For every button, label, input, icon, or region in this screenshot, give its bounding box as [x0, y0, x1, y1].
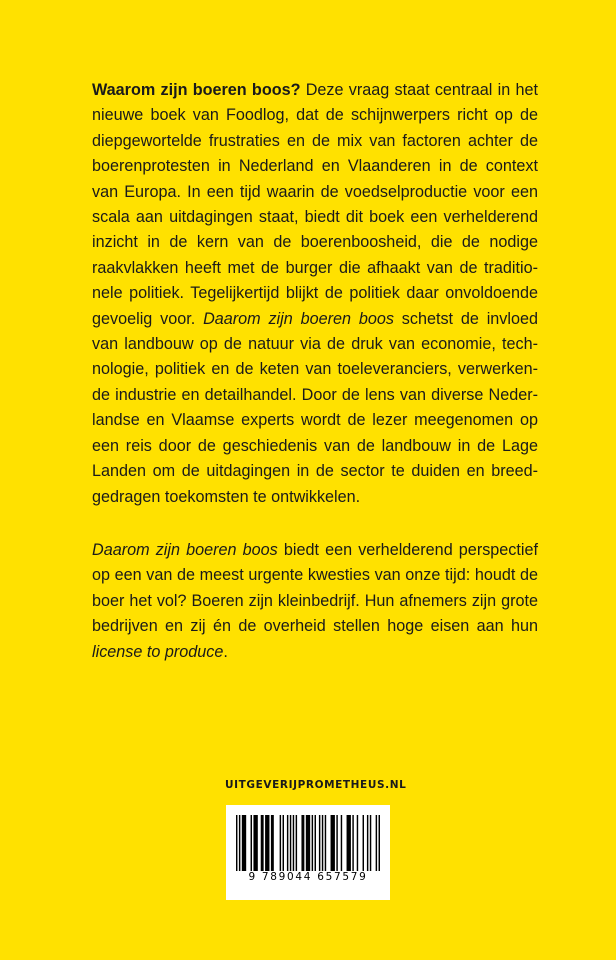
barcode-bar: [253, 815, 257, 871]
book-title-italic: Daarom zijn boeren boos: [203, 309, 394, 328]
isbn-digits: 9 789044 657579: [248, 871, 368, 883]
barcode-bar: [239, 815, 240, 871]
license-to-produce-italic: license to produce: [92, 642, 224, 661]
barcode-bar: [283, 815, 284, 871]
barcode-bars: [236, 815, 380, 871]
paragraph-1-text: [92, 78, 538, 510]
paragraph-2-text: [92, 538, 538, 665]
barcode-bar: [242, 815, 246, 871]
book-title-italic-2: Daarom zijn boeren boos: [92, 541, 278, 559]
paragraph-1-part-1: Deze vraag staat centraal in het nieuwe boek van Foodlog, dat de schijnwerpers richt op de diepgewortelde frustraties en de mix van factoren achter de boerenprotesten in Nederland en Vlaanderen in de context van Europa. In een tijd waarin de voedselproductie voor een scala aan uitdagingen staat, biedt dit boek een verhelderend inzicht in de kern van de boerenboosheid, die de nodige raakvlakken heeft met de burger die afhaakt van de traditionele politiek. Tegelijkertijd blijkt de politiek daar onvoldoende gevoelig voor.: [92, 81, 538, 328]
barcode-bar: [280, 815, 281, 871]
barcode-bar: [290, 815, 291, 871]
barcode-bar: [341, 815, 342, 871]
barcode-bar: [236, 815, 237, 871]
barcode-bar: [379, 815, 380, 871]
barcode-bar: [261, 815, 264, 871]
barcode-bar: [363, 815, 364, 871]
barcode-bar: [293, 815, 294, 871]
barcode-bar: [251, 815, 252, 871]
barcode-bar: [370, 815, 371, 871]
barcode-bar: [347, 815, 351, 871]
barcode-bar: [357, 815, 358, 871]
paragraph-2-end: .: [223, 642, 228, 661]
barcode-bar: [352, 815, 353, 871]
barcode-bar: [367, 815, 368, 871]
barcode-bar: [301, 815, 304, 871]
publisher-url: UITGEVERIJPROMETHEUS.NL: [225, 779, 407, 791]
barcode-bar: [376, 815, 377, 871]
barcode-bar: [312, 815, 313, 871]
lead-question: Waarom zijn boeren boos?: [92, 81, 301, 99]
paragraph-1-part-2: schetst de invloed van landbouw op de natuur via de druk van economie, technologie, politiek en de keten van toeleveranciers, verwerkende industrie en detailhandel. Door de lens van diverse Nederlandse en Vlaamse experts wordt de lezer meegenomen op een reis door de geschiedenis van de landbouw in de Lage Landen om de uitdagingen in de sector te duiden en breedgedragen toekomsten te ontwikkelen.: [92, 309, 538, 506]
barcode-bar: [319, 815, 320, 871]
barcode-bar: [296, 815, 297, 871]
description-paragraph-2: [92, 538, 538, 665]
barcode-bar: [306, 815, 310, 871]
description-paragraph-1: [92, 78, 538, 510]
paragraph-2-part-1: biedt een verhelderend perspectief op een van de meest urgente kwesties van onze tijd: houdt de boer het vol? Boeren zijn kleinbedrijf. Hun afnemers zijn grote bedrijven en zij én de overheid stellen hoge eisen aan hun: [92, 541, 538, 636]
barcode: [226, 805, 390, 900]
barcode-bar: [325, 815, 326, 871]
barcode-bar: [322, 815, 323, 871]
barcode-bar: [271, 815, 274, 871]
barcode-bar: [287, 815, 288, 871]
barcode-bar: [336, 815, 337, 871]
barcode-bar: [265, 815, 269, 871]
barcode-bar: [331, 815, 335, 871]
barcode-bar: [315, 815, 316, 871]
